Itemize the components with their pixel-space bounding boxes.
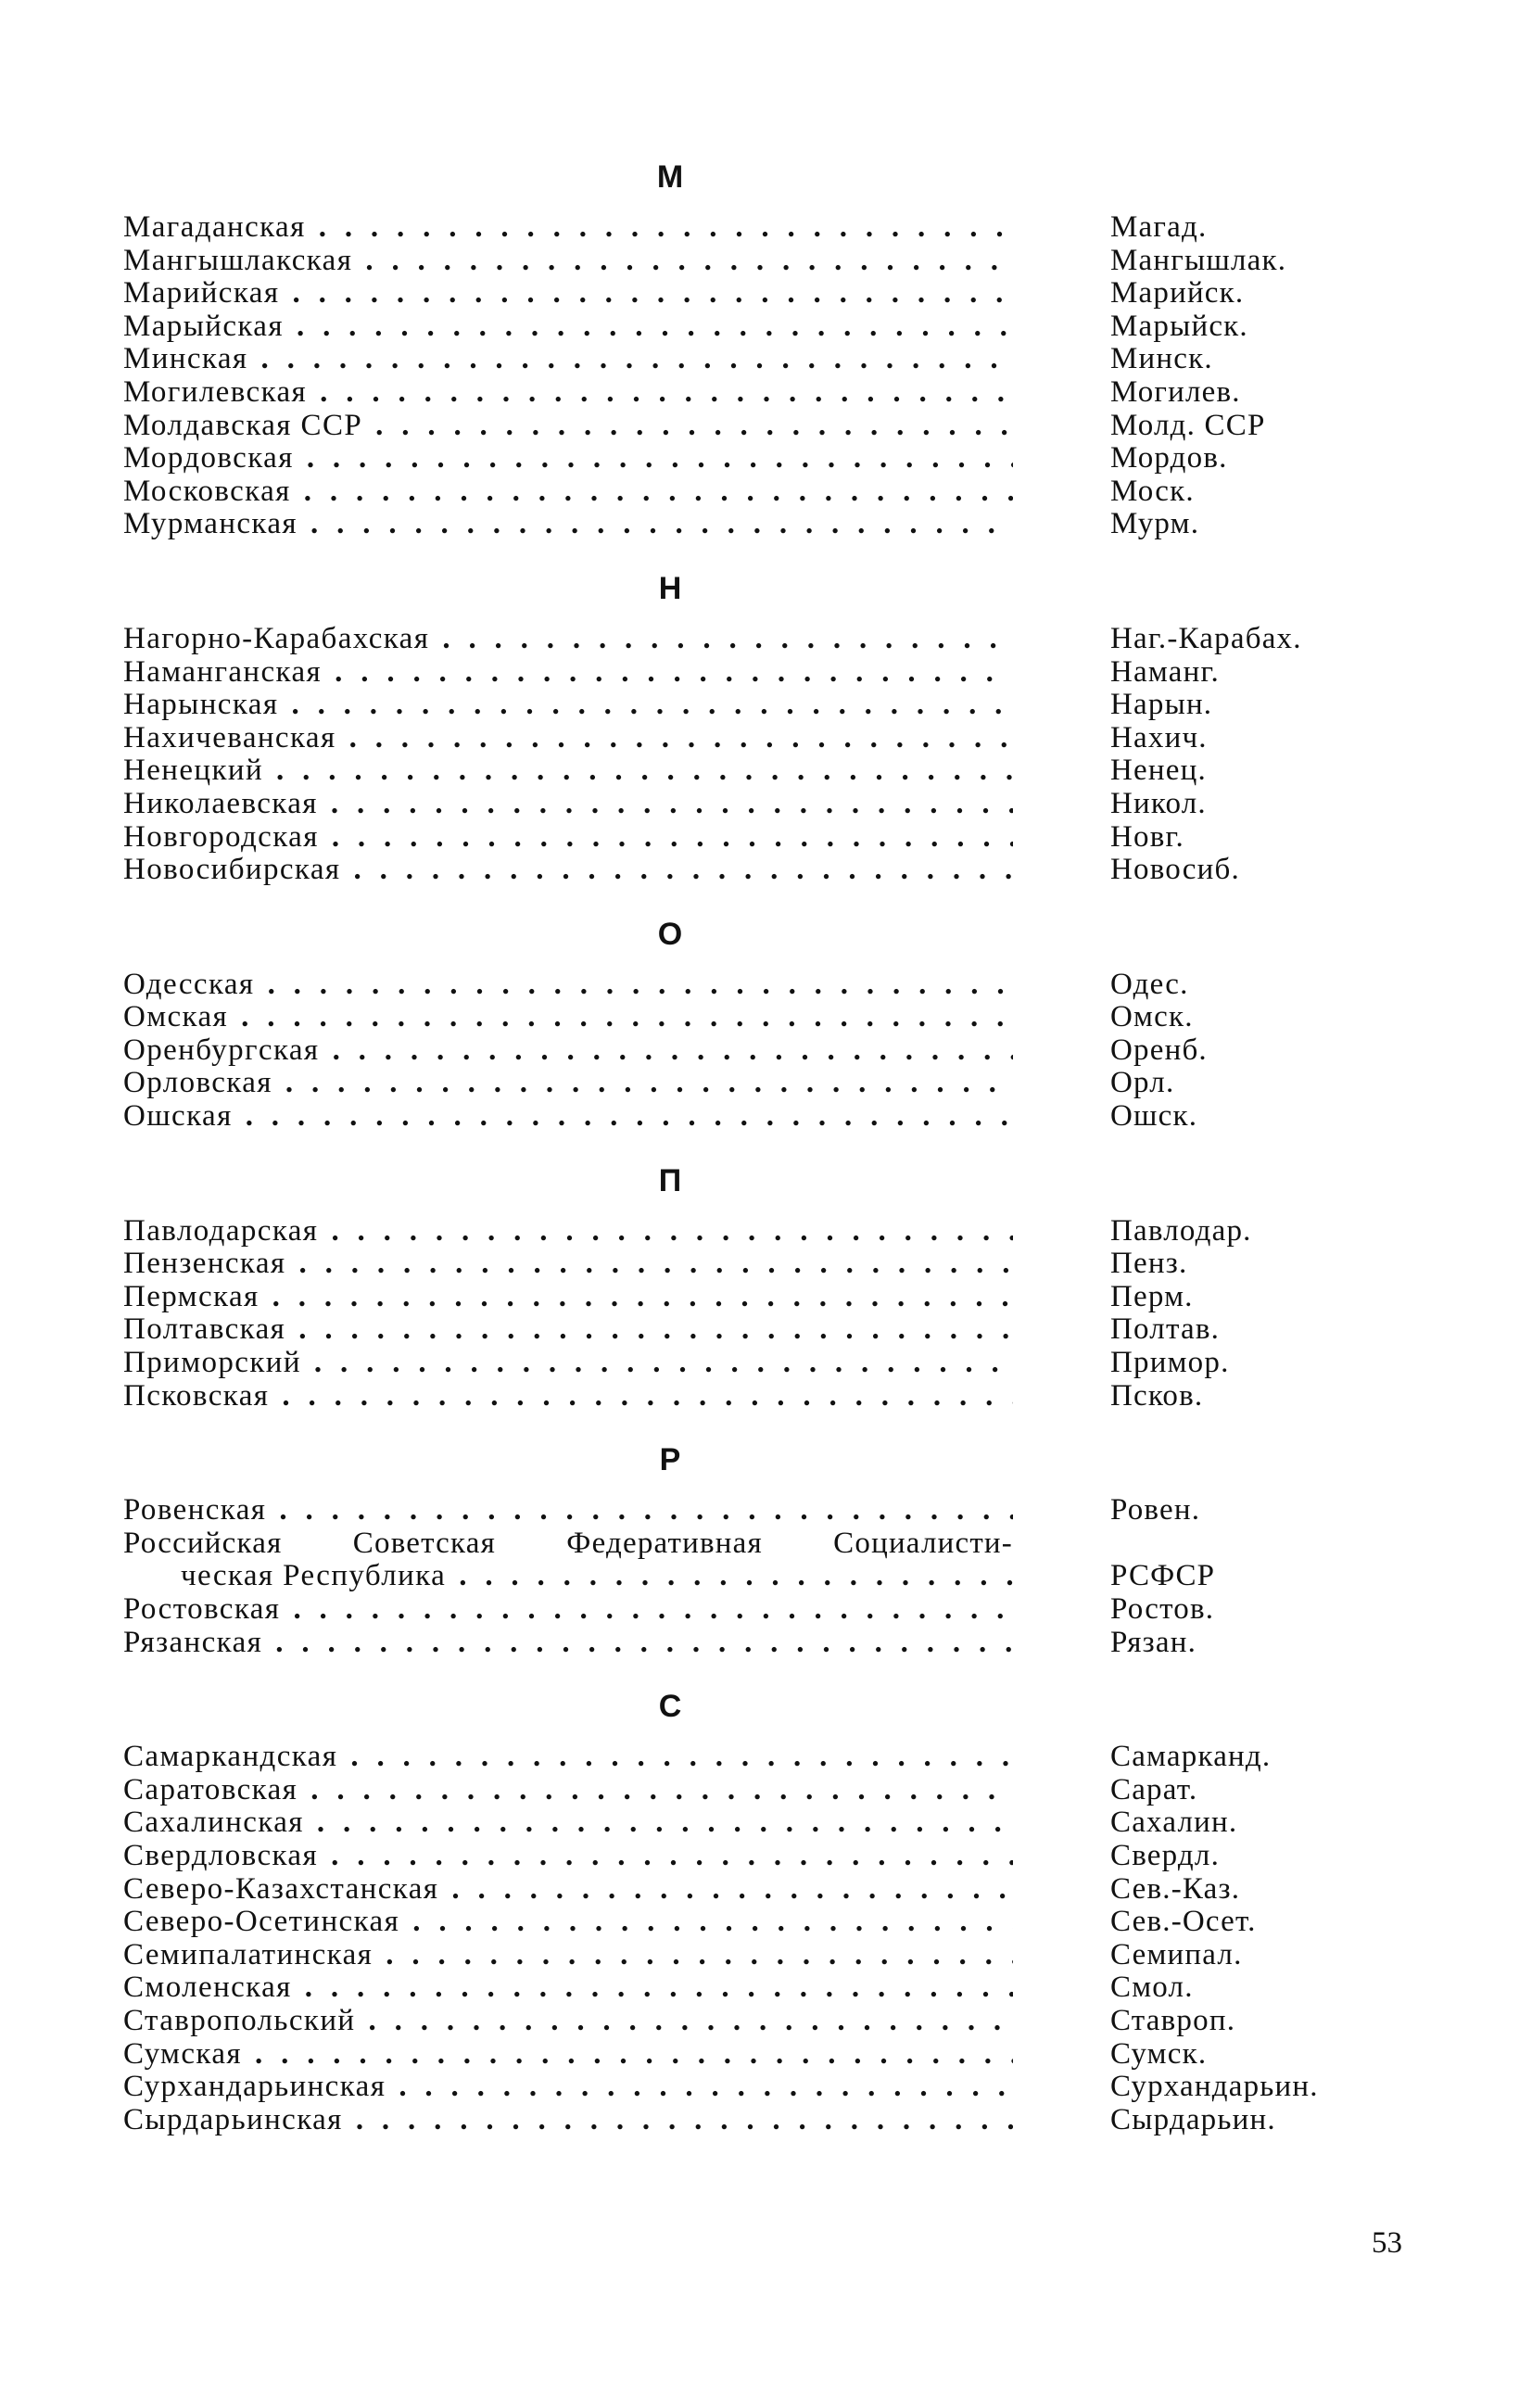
region-abbreviation: Оренб. (1110, 1033, 1208, 1067)
region-name-line-2: ческая Республика . . . (181, 1560, 1013, 1593)
region-name: Псковская . . . (123, 1380, 1013, 1413)
region-name: Полтавская . . . (123, 1313, 1013, 1347)
region-abbreviation: Перм. (1110, 1279, 1194, 1313)
region-name: Оренбургская . . . (123, 1034, 1013, 1068)
list-item (123, 1248, 1421, 1281)
region-abbreviation: Самарканд. (1110, 1740, 1272, 1774)
region-name: Нагорно-Карабахская . . . (123, 623, 1013, 656)
region-name: Могилевская . . . (123, 376, 1013, 410)
page-number: 53 (1372, 2226, 1402, 2260)
list-item (123, 1741, 1421, 1774)
region-abbreviation: Свердл. (1110, 1838, 1221, 1872)
list-item (123, 376, 1421, 410)
section-letter-heading: С (658, 1689, 683, 1725)
region-name: Приморский . . . (123, 1347, 1013, 1380)
list-item (123, 1034, 1421, 1068)
region-name: Мурманская . . . (123, 508, 1013, 541)
region-abbreviation: Семипал. (1110, 1937, 1243, 1971)
list-item (123, 1527, 1421, 1593)
list-item (123, 508, 1421, 541)
region-name: Самаркандская . . . (123, 1741, 1013, 1774)
region-abbreviation: Одес. (1110, 967, 1189, 1001)
region-name: Саратовская . . . (123, 1774, 1013, 1807)
list-item (123, 1593, 1421, 1627)
region-name: Семипалатинская . . . (123, 1939, 1013, 1972)
region-abbreviation: Сырдарьин. (1110, 2102, 1276, 2136)
list-item (123, 689, 1421, 722)
region-name: Павлодарская . . . (123, 1215, 1013, 1248)
list-item (123, 1873, 1421, 1907)
region-abbreviation: Сурхандарьин. (1110, 2070, 1319, 2104)
list-item (123, 475, 1421, 509)
section-letter-heading: Н (658, 570, 683, 606)
region-name: Нарынская . . . (123, 689, 1013, 722)
region-abbreviation: Павлодар. (1110, 1213, 1252, 1248)
region-name: Смоленская . . . (123, 1971, 1013, 2005)
list-item (123, 788, 1421, 821)
region-abbreviation: Псков. (1110, 1378, 1204, 1413)
region-abbreviation: Могилев. (1110, 374, 1241, 409)
region-name: Мангышлакская . . . (123, 245, 1013, 278)
region-name: Ровенская . . . (123, 1494, 1013, 1527)
region-name: Северо-Казахстанская . . . (123, 1873, 1013, 1907)
list-item (123, 1001, 1421, 1034)
region-name: Пензенская . . . (123, 1248, 1013, 1281)
region-name: Рязанская . . . (123, 1627, 1013, 1660)
region-abbreviation: Ростов. (1110, 1592, 1215, 1626)
region-abbreviation: Сумск. (1110, 2036, 1208, 2071)
region-abbreviation: Наг.-Карабах. (1110, 621, 1302, 655)
section-letter-heading: М (656, 159, 685, 195)
region-name: Марийская . . . (123, 277, 1013, 311)
list-item (123, 1313, 1421, 1347)
section (123, 1160, 1421, 1413)
region-name: Новгородская . . . (123, 821, 1013, 855)
region-abbreviation: Сарат. (1110, 1772, 1198, 1806)
region-name: Николаевская . . . (123, 788, 1013, 821)
region-abbreviation: Примор. (1110, 1346, 1230, 1380)
region-abbreviation: Смол. (1110, 1971, 1194, 2005)
region-abbreviation: Наманг. (1110, 654, 1220, 689)
list-item (123, 623, 1421, 656)
region-abbreviation: Рязан. (1110, 1625, 1197, 1659)
section (123, 1438, 1421, 1659)
region-name: Наманганская . . . (123, 656, 1013, 690)
list-item (123, 1939, 1421, 1972)
region-name: Северо-Осетинская . . . (123, 1906, 1013, 1939)
section (123, 1685, 1421, 2136)
region-name: Сахалинская . . . (123, 1806, 1013, 1840)
region-abbreviation: Нарын. (1110, 688, 1213, 722)
region-name: Молдавская ССР . . . (123, 410, 1013, 443)
region-abbreviation: Мурм. (1110, 507, 1200, 541)
list-item (123, 656, 1421, 690)
region-abbreviation: Марыйск. (1110, 309, 1248, 343)
region-name: Ошская . . . (123, 1100, 1013, 1134)
region-name: Свердловская . . . (123, 1840, 1013, 1873)
list-item (123, 1380, 1421, 1413)
list-item (123, 1067, 1421, 1100)
region-abbreviation: Марийск. (1110, 276, 1245, 311)
region-abbreviation: РСФСР (1110, 1559, 1216, 1593)
list-item (123, 1971, 1421, 2005)
region-abbreviation: Сев.-Осет. (1110, 1905, 1257, 1939)
region-abbreviation: Мангышлак. (1110, 243, 1287, 277)
region-name: Ненецкий . . . (123, 754, 1013, 788)
list-item (123, 2005, 1421, 2038)
list-item (123, 1347, 1421, 1380)
region-abbreviation: Магад. (1110, 210, 1208, 244)
section-letter-heading: О (657, 916, 684, 952)
list-item (123, 277, 1421, 311)
region-abbreviation: Минск. (1110, 342, 1213, 376)
list-item (123, 410, 1421, 443)
region-name: Ростовская . . . (123, 1593, 1013, 1627)
region-abbreviation: Моск. (1110, 474, 1195, 508)
region-abbreviation: Молд. ССР (1110, 408, 1266, 442)
section-letter-heading: П (658, 1162, 683, 1198)
region-abbreviation: Сахалин. (1110, 1806, 1238, 1840)
region-name: Ставропольский . . . (123, 2005, 1013, 2038)
region-name: Сурхандарьинская . . . (123, 2071, 1013, 2104)
region-name-word: Социалисти- (833, 1526, 1013, 1560)
region-name-word: Российская (123, 1526, 283, 1560)
list-item (123, 442, 1421, 475)
section (123, 913, 1421, 1134)
region-abbreviation: Мордов. (1110, 441, 1228, 475)
region-abbreviation: Ровен. (1110, 1493, 1201, 1527)
region-name: Орловская . . . (123, 1067, 1013, 1100)
region-abbreviation: Ошск. (1110, 1099, 1198, 1134)
region-abbreviation: Новосиб. (1110, 853, 1240, 887)
list-item (123, 311, 1421, 344)
region-name: Пермская . . . (123, 1281, 1013, 1314)
section (123, 567, 1421, 887)
region-name: Марыйская . . . (123, 311, 1013, 344)
list-item (123, 1215, 1421, 1248)
region-abbreviation: Орл. (1110, 1066, 1175, 1100)
region-abbreviation: Сев.-Каз. (1110, 1871, 1241, 1906)
region-name: Мордовская . . . (123, 442, 1013, 475)
region-name-line-1 (123, 1527, 1013, 1561)
region-name: Московская . . . (123, 475, 1013, 509)
list-item (123, 1840, 1421, 1873)
list-item (123, 854, 1421, 887)
list-item (123, 1100, 1421, 1134)
region-name: Одесская . . . (123, 969, 1013, 1002)
list-item (123, 1281, 1421, 1314)
list-item (123, 1806, 1421, 1840)
region-name: Минская . . . (123, 343, 1013, 376)
list-item (123, 821, 1421, 855)
list-item (123, 969, 1421, 1002)
list-item (123, 1774, 1421, 1807)
region-abbreviation: Ставроп. (1110, 2003, 1236, 2037)
region-abbreviation: Никол. (1110, 786, 1207, 820)
list-item (123, 2038, 1421, 2072)
region-name: Сумская . . . (123, 2038, 1013, 2072)
list-item (123, 2071, 1421, 2104)
region-name-word: Советская (352, 1526, 496, 1560)
region-abbreviation: Омск. (1110, 1000, 1194, 1034)
region-abbreviation: Ненец. (1110, 754, 1207, 788)
region-abbreviation: Нахич. (1110, 720, 1208, 754)
list-item (123, 245, 1421, 278)
region-abbreviation: Пенз. (1110, 1247, 1188, 1281)
list-item (123, 343, 1421, 376)
region-name-word: Федеративная (566, 1526, 763, 1560)
region-name: Магаданская . . . (123, 211, 1013, 245)
section-letter-heading: Р (659, 1442, 682, 1478)
section (123, 156, 1421, 541)
list-item (123, 211, 1421, 245)
abbreviation-list (123, 156, 1421, 2136)
list-item (123, 1627, 1421, 1660)
list-item (123, 754, 1421, 788)
list-item (123, 722, 1421, 755)
region-name: Омская . . . (123, 1001, 1013, 1034)
region-abbreviation: Полтав. (1110, 1312, 1221, 1347)
region-name: Новосибирская . . . (123, 854, 1013, 887)
region-name: Нахичеванская . . . (123, 722, 1013, 755)
region-abbreviation: Новг. (1110, 819, 1184, 854)
list-item (123, 1494, 1421, 1527)
region-name: Сырдарьинская . . . (123, 2104, 1013, 2137)
list-item (123, 1906, 1421, 1939)
list-item (123, 2104, 1421, 2137)
